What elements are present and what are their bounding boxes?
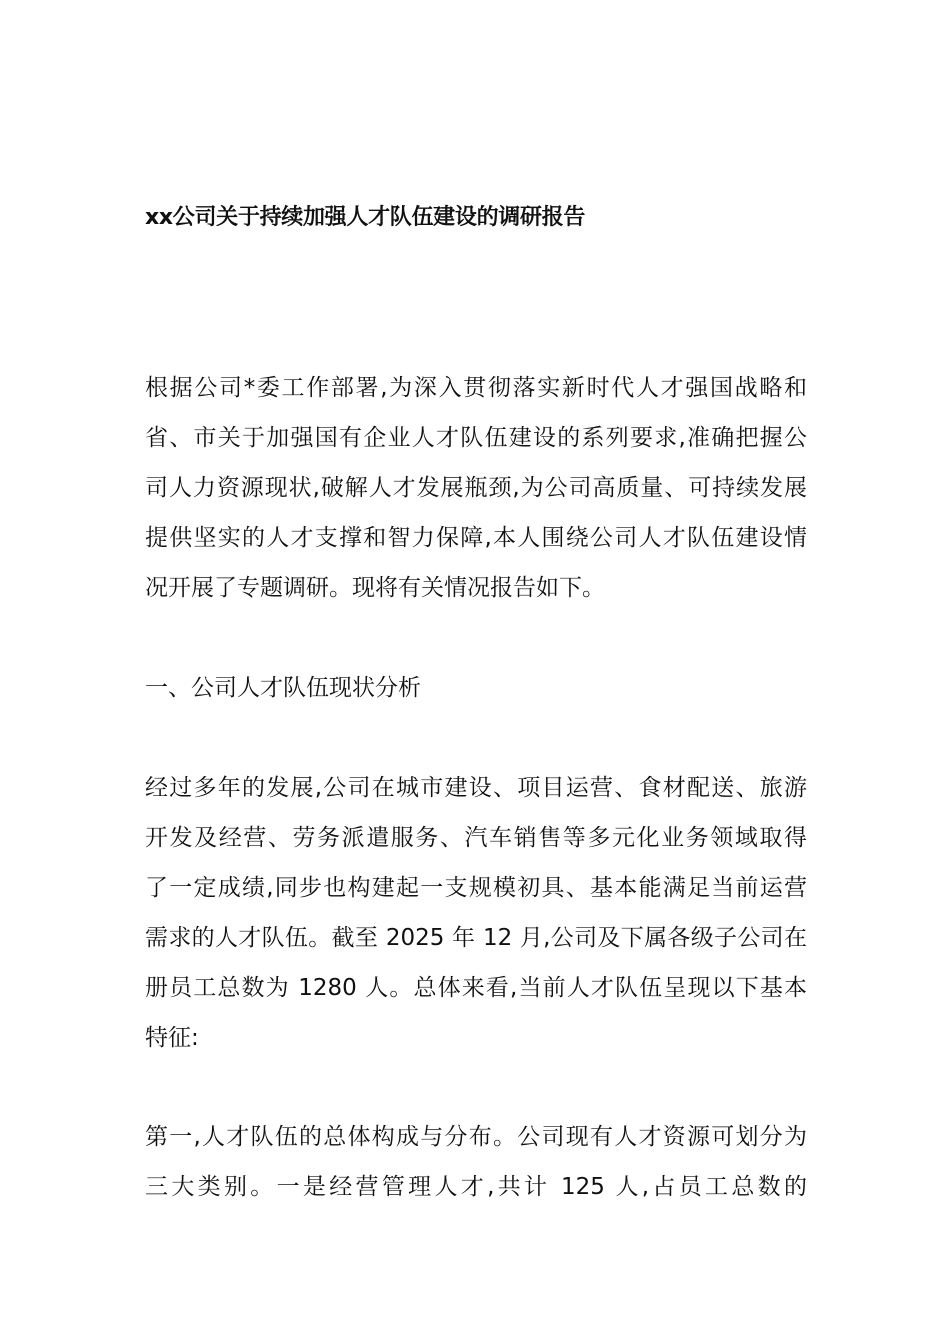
intro-paragraph [145,363,807,613]
intro-line-1: 根据公司*委工作部署,为深入贯彻落实新时代人才强国战略和 [145,375,807,401]
intro-line-2: 省、市关于加强国有企业人才队伍建设的系列要求,准确把握公 [145,425,807,451]
section-1-line-2: 开发及经营、劳务派遣服务、汽车销售等多元化业务领域取得 [145,825,807,851]
point-1-line-1: 第一,人才队伍的总体构成与分布。公司现有人才资源可划分为 [145,1124,807,1150]
section-1-paragraph [145,763,807,1063]
intro-line-4: 提供坚实的人才支撑和智力保障,本人围绕公司人才队伍建设情 [145,525,807,551]
point-1-paragraph [145,1112,807,1212]
section-1-line-3: 了一定成绩,同步也构建起一支规模初具、基本能满足当前运营 [145,875,807,901]
section-1-line-5: 册员工总数为 1280 人。总体来看,当前人才队伍呈现以下基本 [145,975,807,1001]
intro-line-5: 况开展了专题调研。现将有关情况报告如下。 [145,575,605,601]
document-title: xx公司关于持续加强人才队伍建设的调研报告 [145,205,586,230]
section-1-line-4: 需求的人才队伍。截至 2025 年 12 月,公司及下属各级子公司在 [145,925,807,951]
point-1-line-2: 三大类别。一是经营管理人才,共计 125 人,占员工总数的 [145,1174,807,1200]
intro-line-3: 司人力资源现状,破解人才发展瓶颈,为公司高质量、可持续发展 [145,475,807,501]
section-1-line-1: 经过多年的发展,公司在城市建设、项目运营、食材配送、旅游 [145,775,807,801]
section-1-line-6: 特征: [145,1025,199,1051]
section-1-heading: 一、公司人才队伍现状分析 [145,675,421,701]
